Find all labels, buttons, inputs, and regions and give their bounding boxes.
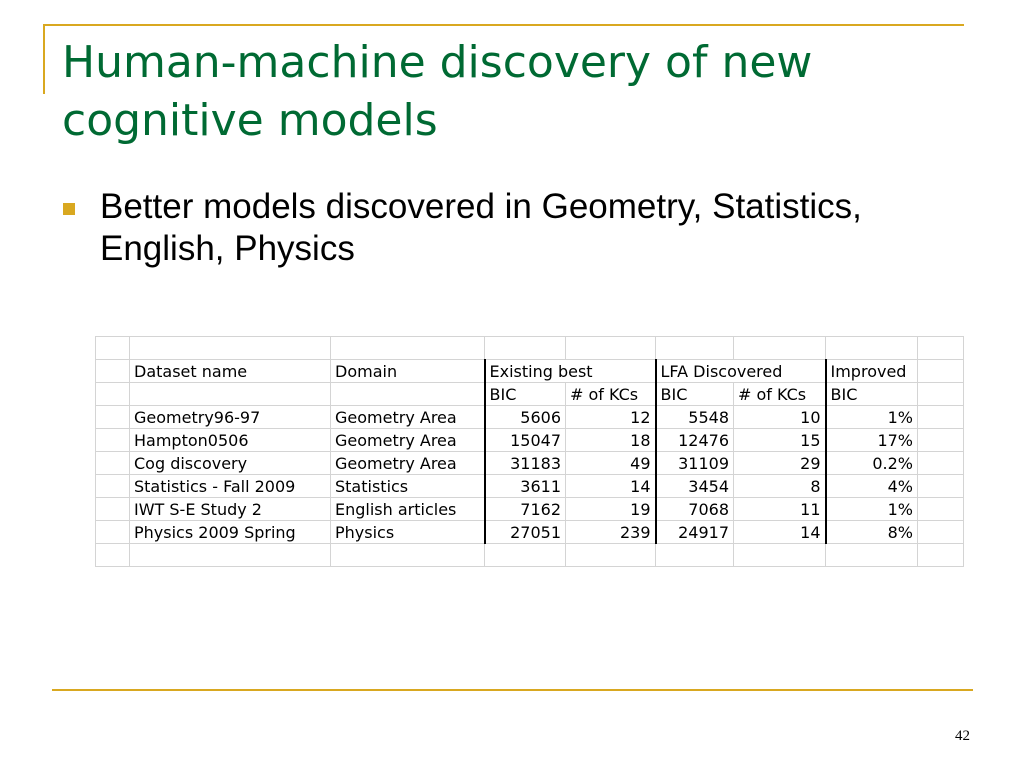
dataset-name-cell: IWT S-E Study 2: [130, 498, 331, 521]
improved-cell: 1%: [826, 498, 918, 521]
existing-kcs-cell: 19: [566, 498, 656, 521]
header-lfa-discovered: LFA Discovered: [656, 360, 826, 383]
header-dataset-name: Dataset name: [130, 360, 331, 383]
left-rule: [43, 24, 45, 94]
lfa-bic-cell: 5548: [656, 406, 734, 429]
header-improved-bic: BIC: [826, 383, 918, 406]
lfa-bic-cell: 3454: [656, 475, 734, 498]
domain-cell: Physics: [331, 521, 485, 544]
dataset-name-cell: Hampton0506: [130, 429, 331, 452]
improved-cell: 8%: [826, 521, 918, 544]
header-existing-best: Existing best: [485, 360, 656, 383]
header-lfa-bic: BIC: [656, 383, 734, 406]
lfa-bic-cell: 12476: [656, 429, 734, 452]
table-row: [96, 544, 964, 567]
table-cell: [331, 383, 485, 406]
table-cell: [96, 383, 130, 406]
table-cell: [96, 337, 130, 360]
improved-cell: 4%: [826, 475, 918, 498]
improved-cell: 1%: [826, 406, 918, 429]
lfa-kcs-cell: 10: [734, 406, 826, 429]
results-table: [95, 336, 964, 567]
domain-cell: Geometry Area: [331, 429, 485, 452]
table-cell: [918, 498, 964, 521]
table-cell: [566, 337, 656, 360]
table-cell: [96, 498, 130, 521]
bullet-square-icon: [63, 203, 75, 215]
table-cell: [130, 337, 331, 360]
table-row: [96, 406, 964, 429]
table-cell: [130, 544, 331, 567]
top-rule: [43, 24, 964, 26]
table-row: [96, 429, 964, 452]
domain-cell: Geometry Area: [331, 452, 485, 475]
existing-bic-cell: 7162: [485, 498, 566, 521]
table-cell: [918, 521, 964, 544]
existing-bic-cell: 15047: [485, 429, 566, 452]
lfa-bic-cell: 31109: [656, 452, 734, 475]
table-cell: [918, 429, 964, 452]
table-row: [96, 498, 964, 521]
bottom-rule: [52, 689, 973, 691]
existing-kcs-cell: 239: [566, 521, 656, 544]
table-cell: [96, 544, 130, 567]
header-existing-kcs: # of KCs: [566, 383, 656, 406]
table-cell: [734, 544, 826, 567]
table-cell: [331, 544, 485, 567]
bullet-text: Better models discovered in Geometry, Statistics, English, Physics: [100, 187, 862, 268]
table-cell: [826, 544, 918, 567]
table-cell: [656, 544, 734, 567]
table-cell: [918, 383, 964, 406]
existing-bic-cell: 27051: [485, 521, 566, 544]
existing-kcs-cell: 18: [566, 429, 656, 452]
domain-cell: Statistics: [331, 475, 485, 498]
existing-kcs-cell: 14: [566, 475, 656, 498]
lfa-kcs-cell: 14: [734, 521, 826, 544]
lfa-kcs-cell: 15: [734, 429, 826, 452]
table-row: [96, 337, 964, 360]
table-cell: [918, 452, 964, 475]
existing-bic-cell: 5606: [485, 406, 566, 429]
table-cell: [826, 337, 918, 360]
table-cell: [734, 337, 826, 360]
table-cell: [566, 544, 656, 567]
lfa-kcs-cell: 29: [734, 452, 826, 475]
improved-cell: 17%: [826, 429, 918, 452]
lfa-bic-cell: 24917: [656, 521, 734, 544]
header-domain: Domain: [331, 360, 485, 383]
header-row-1: [96, 360, 964, 383]
header-lfa-kcs: # of KCs: [734, 383, 826, 406]
domain-cell: English articles: [331, 498, 485, 521]
table-cell: [918, 544, 964, 567]
table-row: [96, 521, 964, 544]
table-cell: [96, 475, 130, 498]
page-number: 42: [955, 728, 970, 744]
dataset-name-cell: Geometry96-97: [130, 406, 331, 429]
table-cell: [918, 475, 964, 498]
domain-cell: Geometry Area: [331, 406, 485, 429]
existing-bic-cell: 31183: [485, 452, 566, 475]
table-cell: [96, 406, 130, 429]
header-existing-bic: BIC: [485, 383, 566, 406]
dataset-name-cell: Cog discovery: [130, 452, 331, 475]
table-cell: [918, 360, 964, 383]
table-cell: [130, 383, 331, 406]
table-cell: [96, 521, 130, 544]
table-cell: [485, 337, 566, 360]
lfa-kcs-cell: 8: [734, 475, 826, 498]
slide-title: Human-machine discovery of new cognitive models: [62, 37, 813, 146]
table-row: [96, 452, 964, 475]
dataset-name-cell: Physics 2009 Spring: [130, 521, 331, 544]
existing-kcs-cell: 12: [566, 406, 656, 429]
table-cell: [918, 406, 964, 429]
table-cell: [485, 544, 566, 567]
header-improved: Improved: [826, 360, 918, 383]
improved-cell: 0.2%: [826, 452, 918, 475]
table-cell: [96, 429, 130, 452]
table-cell: [96, 452, 130, 475]
lfa-bic-cell: 7068: [656, 498, 734, 521]
existing-kcs-cell: 49: [566, 452, 656, 475]
table-cell: [918, 337, 964, 360]
table-row: [96, 475, 964, 498]
table-cell: [96, 360, 130, 383]
header-row-2: [96, 383, 964, 406]
dataset-name-cell: Statistics - Fall 2009: [130, 475, 331, 498]
lfa-kcs-cell: 11: [734, 498, 826, 521]
table-cell: [656, 337, 734, 360]
table-cell: [331, 337, 485, 360]
existing-bic-cell: 3611: [485, 475, 566, 498]
